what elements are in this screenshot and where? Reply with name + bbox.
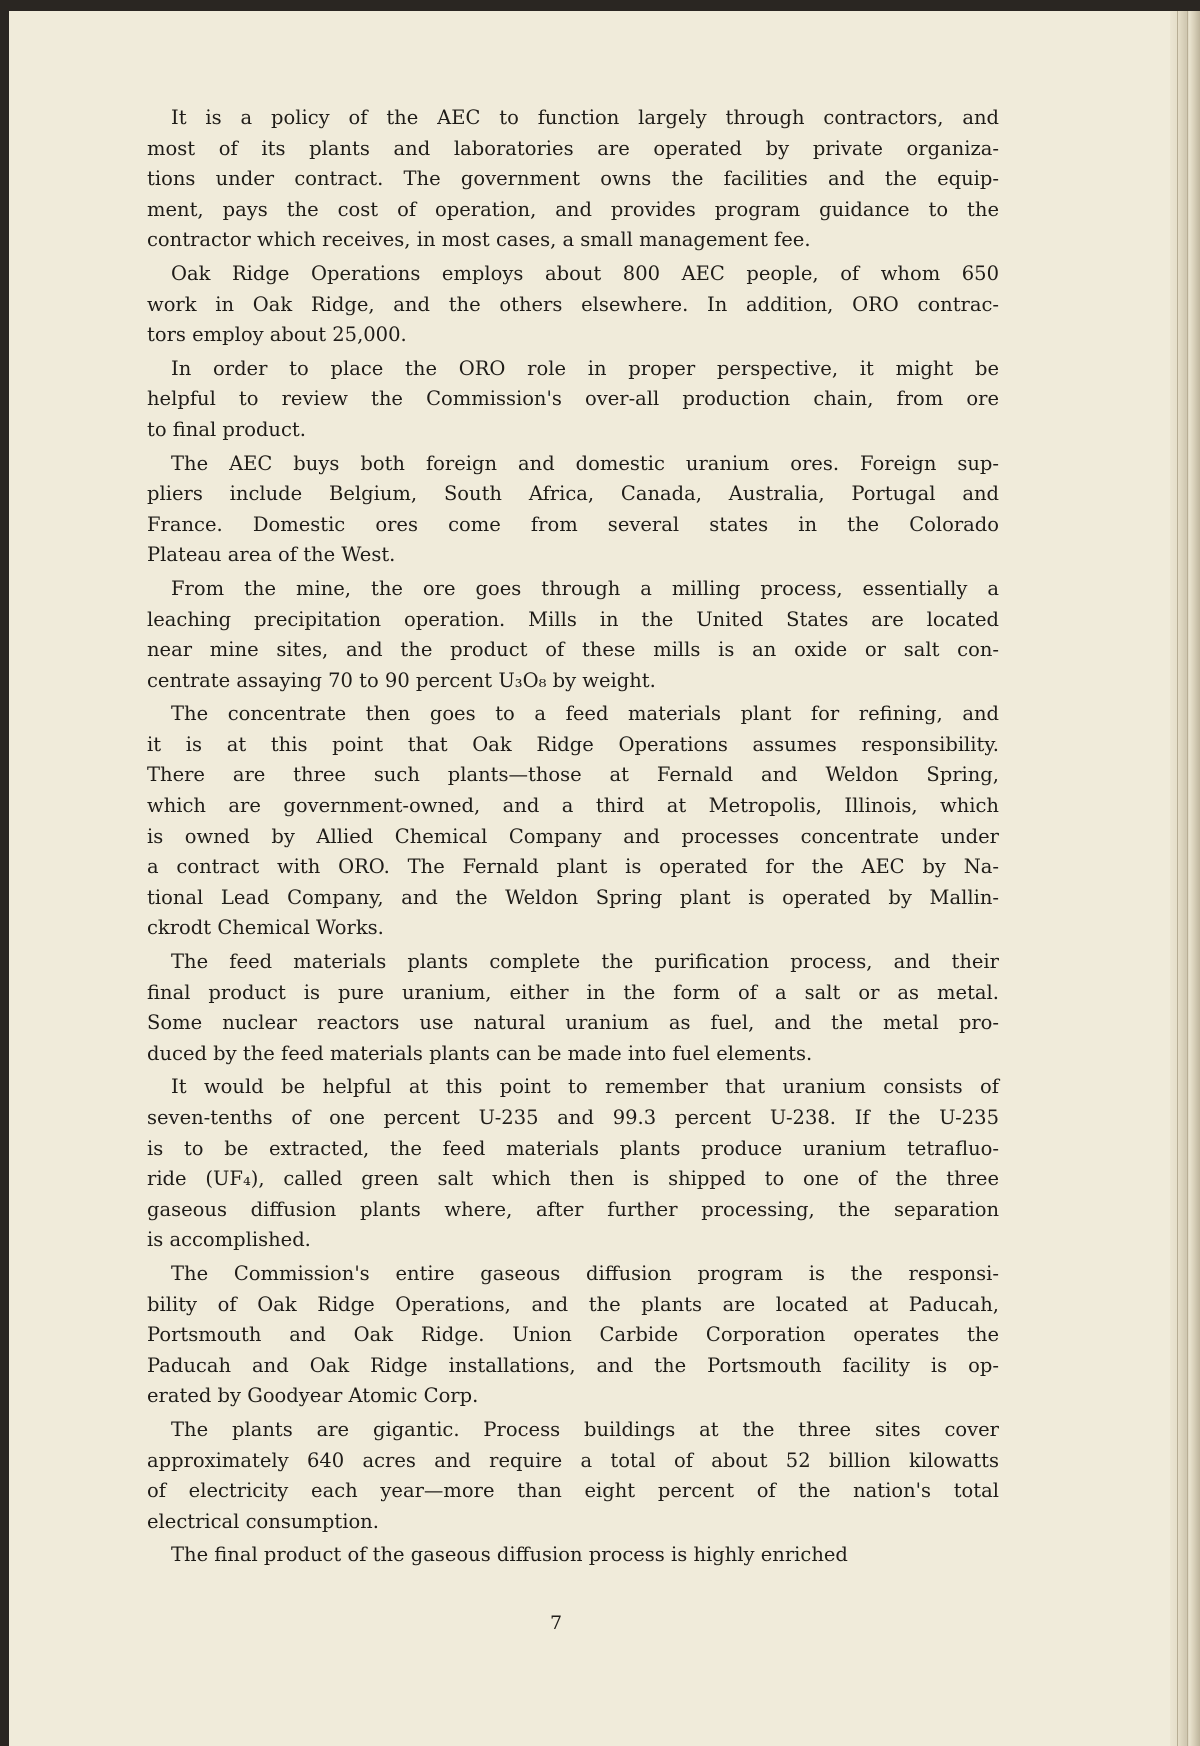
text-line: bility of Oak Ridge Operations, and the plants are located at Paducah,: [147, 1292, 999, 1316]
text-line: a contract with ORO. The Fernald plant is operated for the AEC by Na-: [147, 855, 999, 879]
text-line: centrate assaying 70 to 90 percent U₃O₈ by weight.: [147, 668, 656, 692]
text-line: is owned by Allied Chemical Company and processes concentrate under: [147, 824, 999, 848]
paragraph: [147, 1540, 999, 1571]
text-line: Oak Ridge Operations employs about 800 AEC people, of whom 650: [171, 261, 999, 285]
text-line: France. Domestic ores come from several states in the Colorado: [147, 512, 999, 536]
paragraph: [147, 1259, 999, 1412]
page-edge-line: [1177, 11, 1178, 1746]
paragraph: [147, 103, 999, 256]
text-line: It is a policy of the AEC to function largely through contractors, and: [171, 106, 999, 129]
text-line: most of its plants and laboratories are operated by private organiza-: [147, 136, 999, 160]
text-line: helpful to review the Commission's over-all production chain, from ore: [147, 387, 999, 411]
text-line: erated by Goodyear Atomic Corp.: [147, 1384, 479, 1408]
text-line: leaching precipitation operation. Mills in the United States are located: [147, 607, 999, 631]
text-line: final product is pure uranium, either in the form of a salt or as metal.: [147, 980, 999, 1004]
paragraph: [147, 699, 999, 944]
text-line: gaseous diffusion plants where, after further processing, the separation: [147, 1197, 999, 1221]
text-line: to final product.: [147, 417, 306, 441]
text-line: it is at this point that Oak Ridge Operations assumes responsibility.: [147, 732, 999, 756]
text-line: ment, pays the cost of operation, and provides program guidance to the: [147, 197, 999, 221]
text-line: The Commission's entire gaseous diffusion program is the responsi-: [171, 1261, 999, 1285]
text-line: is to be extracted, the feed materials plants produce uranium tetrafluo-: [147, 1136, 999, 1160]
binding-edge: [1170, 11, 1200, 1746]
paragraph: [147, 1072, 999, 1256]
text-line: contractor which receives, in most cases, a small management fee.: [147, 228, 811, 252]
text-line: duced by the feed materials plants can be made into fuel elements.: [147, 1041, 813, 1065]
paragraph: [147, 449, 999, 571]
paragraph: [147, 574, 999, 696]
text-line: near mine sites, and the product of these mills is an oxide or salt con-: [147, 638, 999, 662]
text-line: Paducah and Oak Ridge installations, and the Portsmouth facility is op-: [147, 1353, 999, 1377]
text-line: electrical consumption.: [147, 1509, 379, 1533]
text-line: It would be helpful at this point to remember that uranium consists of: [171, 1075, 999, 1099]
text-line: The AEC buys both foreign and domestic uranium ores. Foreign sup-: [171, 451, 999, 475]
text-line: Plateau area of the West.: [147, 543, 396, 567]
text-line: There are three such plants—those at Fernald and Weldon Spring,: [147, 763, 999, 787]
text-line: pliers include Belgium, South Africa, Canada, Australia, Portugal and: [147, 482, 999, 506]
text-line: In order to place the ORO role in proper perspective, it might be: [171, 356, 999, 380]
text-line: tors employ about 25,000.: [147, 323, 407, 347]
text-line: seven-tenths of one percent U-235 and 99.3 percent U-238. If the U-235: [147, 1106, 999, 1129]
text-line: The concentrate then goes to a feed materials plant for refining, and: [171, 702, 999, 726]
paragraph: [147, 1415, 999, 1537]
text-line: work in Oak Ridge, and the others elsewhere. In addition, ORO contrac-: [147, 292, 999, 316]
page-edge-line: [1187, 11, 1188, 1746]
text-line: Portsmouth and Oak Ridge. Union Carbide Corporation operates the: [147, 1323, 999, 1347]
text-line: The final product of the gaseous diffusion process is highly enriched: [171, 1543, 848, 1567]
text-line: approximately 640 acres and require a total of about 52 billion kilowatts: [147, 1448, 999, 1472]
page-number: 7: [550, 1612, 563, 1634]
body-text: [147, 103, 999, 1574]
paragraph: [147, 947, 999, 1069]
text-line: The feed materials plants complete the purification process, and their: [171, 950, 999, 974]
text-line: From the mine, the ore goes through a milling process, essentially a: [171, 576, 999, 600]
text-line: The plants are gigantic. Process buildings at the three sites cover: [171, 1417, 999, 1441]
paragraph: [147, 354, 999, 446]
text-line: is accomplished.: [147, 1228, 311, 1252]
text-line: of electricity each year—more than eight percent of the nation's total: [147, 1479, 999, 1503]
text-line: ckrodt Chemical Works.: [147, 916, 384, 940]
text-line: tions under contract. The government owns the facilities and the equip-: [147, 167, 999, 191]
paragraph: [147, 259, 999, 351]
text-line: Some nuclear reactors use natural uranium as fuel, and the metal pro-: [147, 1011, 999, 1035]
text-line: tional Lead Company, and the Weldon Spring plant is operated by Mallin-: [147, 885, 999, 909]
text-line: ride (UF₄), called green salt which then is shipped to one of the three: [147, 1167, 999, 1191]
text-line: which are government-owned, and a third at Metropolis, Illinois, which: [147, 794, 999, 818]
